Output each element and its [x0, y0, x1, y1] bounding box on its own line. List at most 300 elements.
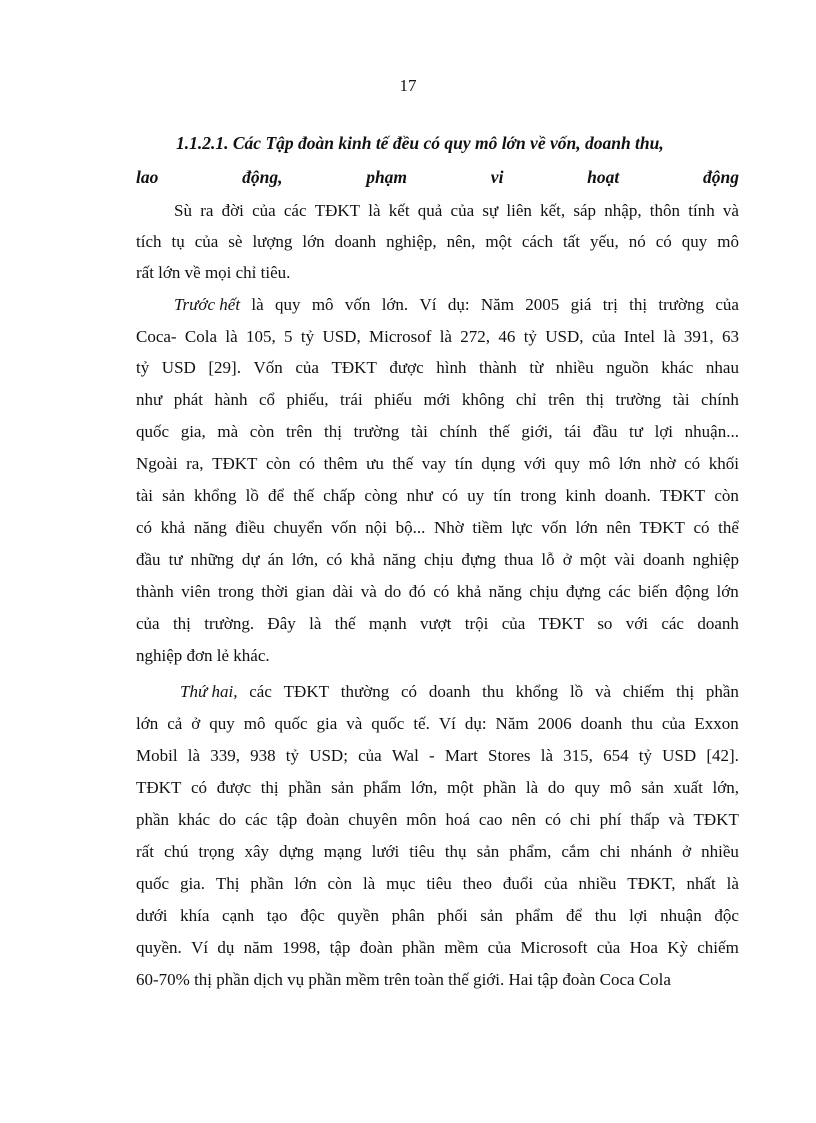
word: lượng [252, 232, 293, 251]
word: 2006 [537, 714, 572, 733]
word: phối [437, 906, 468, 925]
word: Ví [419, 295, 437, 314]
word: là [225, 327, 238, 346]
word: quốc [136, 422, 170, 441]
text-line [136, 421, 739, 443]
word: tập [329, 938, 351, 957]
word: tỷ [136, 358, 150, 377]
word: của [194, 232, 219, 251]
word: môn [406, 810, 437, 829]
word: thành [479, 358, 517, 377]
word: doanh [428, 682, 471, 701]
word: bộ... [395, 518, 426, 537]
word: 391, [683, 327, 714, 346]
word: lực [511, 518, 533, 537]
word: mô [311, 295, 334, 314]
word: trên [548, 390, 575, 409]
word: lớn, [291, 550, 319, 569]
word: tập [276, 810, 298, 829]
word: là [439, 327, 452, 346]
word: quy [209, 714, 235, 733]
word: đựng [566, 582, 601, 601]
word: phát [173, 390, 203, 409]
word: dưới [136, 906, 168, 925]
word: cao [478, 810, 503, 829]
word: có [326, 550, 343, 569]
word: đoàn [306, 810, 340, 829]
text-line [136, 645, 739, 667]
word: chỉ [515, 390, 537, 409]
word: tỷ [523, 327, 537, 346]
word: quy [554, 454, 581, 473]
word: tích [136, 232, 162, 251]
word: để [565, 906, 583, 925]
word: chú [163, 842, 189, 861]
word: thôn [649, 201, 681, 220]
word: lồ [245, 486, 259, 505]
word: lớn [618, 454, 642, 473]
word: TĐKT [314, 201, 361, 220]
word: sáp [573, 201, 597, 220]
word: dụ: [447, 295, 470, 314]
word: USD [161, 358, 196, 377]
word: khối [708, 454, 739, 473]
word: TĐKT [136, 778, 182, 797]
word: từ [529, 358, 544, 377]
word: USD, [545, 327, 584, 346]
word: và [360, 582, 377, 601]
word: của [487, 938, 512, 957]
word: của [501, 614, 526, 633]
word: Stores [488, 746, 531, 765]
word: năng [382, 550, 416, 569]
word: 63 [721, 327, 739, 346]
word: nhiều [578, 874, 617, 893]
word: tạo [266, 906, 288, 925]
word: doanh [334, 232, 377, 251]
word: các [244, 810, 268, 829]
line-text: nghiệp đơn lẻ khác. [136, 646, 270, 665]
word: mới [423, 390, 451, 409]
word: tái [564, 422, 582, 441]
word: của [358, 746, 382, 765]
word: các [608, 582, 631, 601]
word: vốn [344, 295, 371, 314]
word: lớn [136, 714, 159, 733]
word: dự [241, 550, 260, 569]
word: như [136, 390, 163, 409]
word: hình [436, 358, 467, 377]
word: còng [364, 486, 398, 505]
word: dụ: [464, 714, 487, 733]
word: vài [614, 550, 636, 569]
word: thế [334, 614, 356, 633]
word: mô [717, 232, 739, 251]
word: quyền. [136, 938, 182, 957]
text-line [136, 841, 739, 863]
word: Năm [495, 714, 529, 733]
word: quy [574, 778, 601, 797]
word: thấp [630, 810, 660, 829]
word: khả [350, 550, 375, 569]
word: của [596, 938, 621, 957]
word: quốc [136, 874, 170, 893]
word: 315, [563, 746, 593, 765]
word: thị [260, 778, 279, 797]
word: lớn [302, 232, 325, 251]
word: Ví [191, 938, 209, 957]
text-line [136, 389, 739, 411]
word: tỷ [300, 327, 315, 346]
word: dụng [481, 454, 516, 473]
word: là [251, 295, 264, 314]
word: chiếm [697, 938, 739, 957]
word: những [190, 550, 234, 569]
word: nhiều [555, 358, 594, 377]
word: tài [136, 486, 153, 505]
word: Ví [438, 714, 456, 733]
word: USD, [322, 327, 361, 346]
word: Nhờ [434, 518, 464, 537]
italic-lead: Trước hết [174, 295, 241, 314]
word: 339, [210, 746, 240, 765]
word: khả [456, 582, 482, 601]
word: nội [365, 518, 387, 537]
word: nghiệp [692, 550, 739, 569]
word: ở [682, 842, 692, 861]
word: phần [402, 938, 436, 957]
word: năm [243, 938, 273, 957]
word: nhuận [660, 906, 702, 925]
word: thu [482, 682, 504, 701]
word: rất [136, 842, 154, 861]
text-line [136, 613, 739, 635]
word: xây [244, 842, 270, 861]
text-line [136, 713, 739, 735]
word: lớn [294, 874, 317, 893]
word: phần [288, 778, 322, 797]
word: sản [331, 778, 354, 797]
word: Exxon [694, 714, 739, 733]
word: kết [388, 201, 410, 220]
word: cắm [561, 842, 590, 861]
word: doanh. [604, 486, 651, 505]
word: theo [462, 874, 492, 893]
word: Coca- [136, 327, 177, 346]
word: do [219, 810, 237, 829]
text-line [136, 326, 739, 348]
text-line [136, 905, 739, 927]
word: với [523, 454, 546, 473]
word: chuyên [348, 810, 398, 829]
word: nên [606, 518, 631, 537]
word: USD [662, 746, 697, 765]
word: viên [181, 582, 211, 601]
word: cả [167, 714, 183, 733]
word: mô [243, 714, 266, 733]
word: thị [629, 295, 648, 314]
line-text: rất lớn về mọi chỉ tiêu. [136, 263, 291, 282]
word: một [485, 232, 512, 251]
word: và [668, 810, 685, 829]
word: độc [714, 906, 739, 925]
text-line [136, 517, 739, 539]
word: chịu [424, 550, 454, 569]
word: yếu, [589, 232, 619, 251]
word: trường [353, 422, 400, 441]
word: khác [661, 358, 694, 377]
word: tài [410, 422, 428, 441]
section-heading-line-1: 1.1.2.1. Các Tập đoàn kinh tế đều có quy mô lớn về vốn, doanh thu, [176, 133, 664, 153]
word: của [715, 295, 739, 314]
word: quyền [337, 906, 379, 925]
heading-word: hoạt [587, 167, 620, 187]
section-heading-line-2 [136, 167, 739, 188]
word: Ngoài [136, 454, 178, 473]
text-line [136, 357, 739, 379]
word: 938 [250, 746, 276, 765]
text-line [174, 294, 739, 316]
word: nên, [446, 232, 476, 251]
word: phần [250, 874, 284, 893]
word: [29]. [208, 358, 241, 377]
word: mà [217, 422, 239, 441]
text-line [136, 969, 739, 991]
word: một [447, 778, 474, 797]
word: kinh [565, 486, 596, 505]
word: có [442, 486, 459, 505]
word: tín [493, 486, 512, 505]
word: có [544, 810, 561, 829]
word: thế [293, 486, 315, 505]
word: phẩm [363, 778, 402, 797]
word: doanh [697, 614, 739, 633]
word: tài [672, 390, 690, 409]
word: chấp [323, 486, 356, 505]
heading-word: động [703, 167, 739, 187]
word: biến [638, 582, 668, 601]
word: phẩm [515, 906, 554, 925]
word: nhau [705, 358, 739, 377]
word: chi [569, 810, 591, 829]
word: sự [482, 201, 499, 220]
word: cạnh [222, 906, 255, 925]
heading-word: lao [136, 167, 159, 187]
word: thành [136, 582, 174, 601]
word: có [191, 778, 208, 797]
word: thị [676, 682, 695, 701]
word: mục [386, 874, 416, 893]
word: ra, [186, 454, 204, 473]
word: thường [340, 682, 390, 701]
word: mạng [323, 842, 362, 861]
word: lớn [575, 518, 598, 537]
word: là [187, 746, 201, 765]
word: so [597, 614, 613, 633]
word: đầu [136, 550, 161, 569]
word: khổng [515, 682, 559, 701]
word: nhờ [649, 454, 676, 473]
word: 272, [460, 327, 491, 346]
word: thu [594, 906, 617, 925]
word: doanh [580, 714, 623, 733]
word: TĐKT [212, 454, 258, 473]
word: Cola [184, 327, 218, 346]
word: quốc [371, 714, 405, 733]
word: chi [599, 842, 621, 861]
text-line [136, 937, 739, 959]
word: của [136, 614, 160, 633]
word: đó [408, 582, 426, 601]
word: là [663, 327, 676, 346]
text-line [136, 262, 739, 284]
word: có [655, 232, 672, 251]
word: được [216, 778, 251, 797]
word: tiêu [409, 842, 435, 861]
word: là [309, 614, 322, 633]
word: gia. [179, 874, 205, 893]
word: vốn [331, 518, 357, 537]
word: trường [615, 390, 662, 409]
word: thị [586, 390, 604, 409]
word: uy [467, 486, 485, 505]
line-text: 60-70% thị phần dịch vụ phần mềm trên toàn thế giới. Hai tập đoàn Coca Cola [136, 970, 671, 989]
heading-word: phạm [366, 167, 408, 187]
word: tiêu [426, 874, 452, 893]
word: lớn. [381, 295, 409, 314]
word: hành [214, 390, 248, 409]
word: TĐKT [538, 614, 584, 633]
word: sản [480, 906, 503, 925]
word: còn [265, 454, 291, 473]
word: Mart [444, 746, 478, 765]
word: mạnh [368, 614, 407, 633]
text-line [174, 200, 739, 222]
word: vốn [541, 518, 567, 537]
word: Wal [391, 746, 419, 765]
word: Mobil [136, 746, 178, 765]
word: dụ [217, 938, 235, 957]
word: trong [218, 582, 254, 601]
word: thời [261, 582, 289, 601]
word: tín [454, 454, 473, 473]
word: chiếm [622, 682, 665, 701]
word: dựng [279, 842, 314, 861]
word: đời [221, 201, 244, 220]
word: quốc [274, 714, 308, 733]
word: như [406, 486, 433, 505]
word: [42]. [706, 746, 739, 765]
word: 654 [603, 746, 629, 765]
word: nhuận... [684, 422, 739, 441]
word: điều [235, 518, 265, 537]
word: nên [511, 810, 536, 829]
word: phiếu, [286, 390, 329, 409]
word: còn [714, 486, 739, 505]
text-line [136, 809, 739, 831]
word: Hoa [629, 938, 658, 957]
word: khả [160, 518, 186, 537]
word: của [661, 714, 686, 733]
word: trị [602, 295, 618, 314]
word: và [594, 682, 611, 701]
word: Intel [623, 327, 655, 346]
word: với [625, 614, 648, 633]
word: Năm [480, 295, 514, 314]
word: tụ [171, 232, 185, 251]
word: là [525, 778, 539, 797]
word: có [299, 454, 316, 473]
word: sè [228, 232, 243, 251]
word: nghiệp, [386, 232, 437, 251]
word: doanh [643, 550, 685, 569]
word: của [450, 201, 475, 220]
word: thị [172, 614, 191, 633]
word: khổng [193, 486, 237, 505]
word: Đây [267, 614, 296, 633]
word: lớn [716, 582, 739, 601]
word: Sù [174, 201, 192, 220]
word: và [722, 201, 739, 220]
word: để [268, 486, 285, 505]
word: là [368, 201, 381, 220]
text-line [136, 777, 739, 799]
word: TĐKT, [627, 874, 676, 893]
word: tiềm [472, 518, 503, 537]
word: gian [295, 582, 326, 601]
word: của [544, 874, 568, 893]
word: 1998, [282, 938, 321, 957]
word: vượt [419, 614, 452, 633]
word: có [684, 454, 701, 473]
word: thị [324, 422, 342, 441]
word: xuất [673, 778, 703, 797]
word: lồ [569, 682, 584, 701]
text-line [136, 581, 739, 603]
word: đầu [592, 422, 618, 441]
word: án [267, 550, 284, 569]
word: sản [641, 778, 664, 797]
word: có [136, 518, 153, 537]
word: phí [599, 810, 622, 829]
word: Thị [215, 874, 240, 893]
word: trên [285, 422, 313, 441]
word: thêm [323, 454, 358, 473]
word: cách [521, 232, 553, 251]
word: phiếu [374, 390, 412, 409]
word: nhiều [701, 842, 739, 861]
word: 2005 [525, 295, 560, 314]
word: TĐKT [639, 518, 685, 537]
word: nhánh [630, 842, 673, 861]
word: năng [488, 582, 522, 601]
word: thu [631, 714, 653, 733]
word: có [433, 582, 450, 601]
word: do [384, 582, 402, 601]
word: lớn, [410, 778, 438, 797]
word: trường. [204, 614, 255, 633]
word: TĐKT [693, 810, 739, 829]
word: phần [705, 682, 739, 701]
word: trường [658, 295, 705, 314]
word: có [693, 518, 710, 537]
word: nhập, [604, 201, 642, 220]
word: mô [588, 454, 611, 473]
word: lợi [654, 422, 674, 441]
word: các [249, 682, 272, 701]
word: liên [506, 201, 532, 220]
word: Microsof [369, 327, 432, 346]
